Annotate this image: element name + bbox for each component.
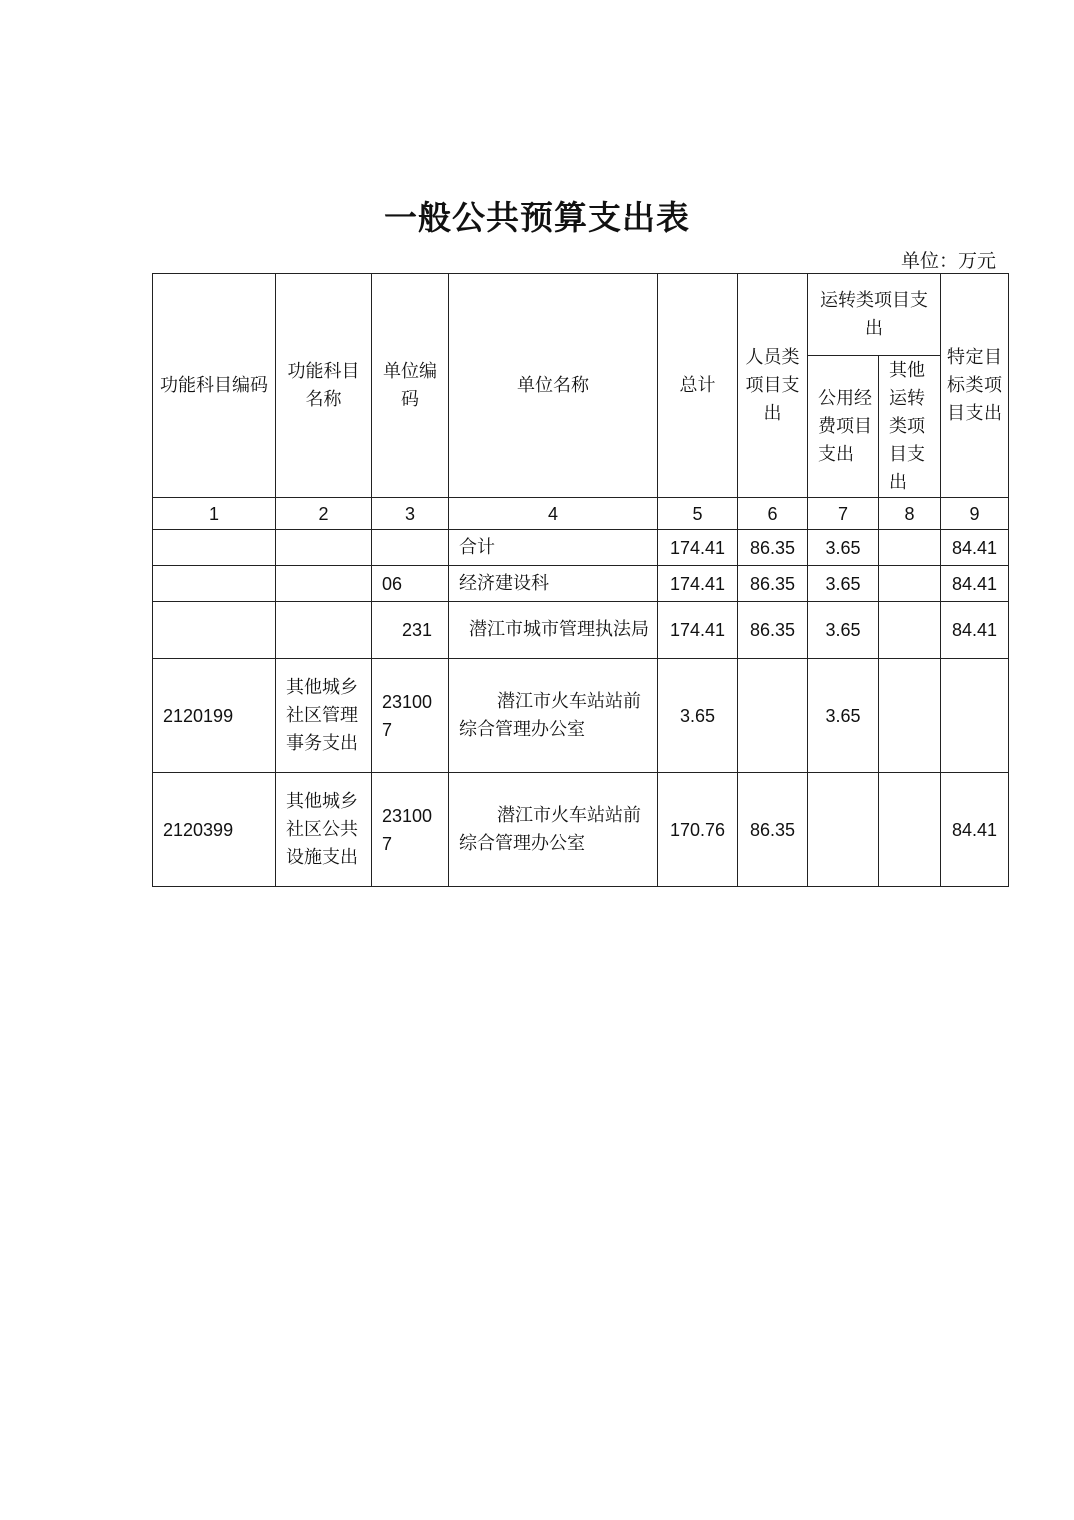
func-code-cell	[153, 566, 276, 602]
personnel-cell: 86.35	[738, 566, 808, 602]
header-specific: 特定目标类项目支出	[941, 274, 1009, 498]
col-number: 5	[658, 498, 738, 530]
func-code-cell	[153, 530, 276, 566]
other-operating-cell	[879, 773, 941, 887]
table-row	[153, 530, 1009, 566]
col-number: 8	[879, 498, 941, 530]
col-number: 4	[449, 498, 658, 530]
unit-code-cell: 231	[372, 602, 449, 659]
unit-name-cell: 潜江市火车站站前综合管理办公室	[449, 773, 658, 887]
header-func-name: 功能科目名称	[276, 274, 372, 498]
header-total: 总计	[658, 274, 738, 498]
unit-name-cell: 经济建设科	[449, 566, 658, 602]
header-unit-name: 单位名称	[449, 274, 658, 498]
personnel-cell: 86.35	[738, 530, 808, 566]
table-row	[153, 602, 1009, 659]
public-funds-cell: 3.65	[808, 659, 879, 773]
func-code-cell	[153, 602, 276, 659]
header-public-funds: 公用经费项目支出	[808, 356, 879, 498]
specific-cell	[941, 659, 1009, 773]
unit-code-cell: 231007	[372, 659, 449, 773]
other-operating-cell	[879, 530, 941, 566]
col-number: 6	[738, 498, 808, 530]
public-funds-cell: 3.65	[808, 566, 879, 602]
col-number: 3	[372, 498, 449, 530]
col-number: 9	[941, 498, 1009, 530]
unit-code-cell: 06	[372, 566, 449, 602]
table-row	[153, 566, 1009, 602]
unit-label: 单位：万元	[900, 250, 996, 272]
func-code-cell: 2120399	[153, 773, 276, 887]
func-name-cell	[276, 602, 372, 659]
specific-cell: 84.41	[941, 566, 1009, 602]
func-code-cell: 2120199	[153, 659, 276, 773]
unit-name-cell: 合计	[449, 530, 658, 566]
total-cell: 3.65	[658, 659, 738, 773]
total-cell: 174.41	[658, 602, 738, 659]
total-cell: 170.76	[658, 773, 738, 887]
specific-cell: 84.41	[941, 773, 1009, 887]
header-row-1	[153, 274, 1009, 356]
page-title: 一般公共预算支出表	[384, 198, 690, 237]
other-operating-cell	[879, 602, 941, 659]
other-operating-cell	[879, 659, 941, 773]
specific-cell: 84.41	[941, 530, 1009, 566]
public-funds-cell: 3.65	[808, 602, 879, 659]
header-operating: 运转类项目支出	[808, 274, 941, 356]
unit-name-cell: 潜江市城市管理执法局	[449, 602, 658, 659]
header-func-code: 功能科目编码	[153, 274, 276, 498]
header-other-operating: 其他运转类项目支出	[879, 356, 941, 498]
col-number: 1	[153, 498, 276, 530]
budget-table	[152, 273, 1009, 887]
header-unit-code: 单位编码	[372, 274, 449, 498]
func-name-cell	[276, 530, 372, 566]
func-name-cell: 其他城乡社区公共设施支出	[276, 773, 372, 887]
specific-cell: 84.41	[941, 602, 1009, 659]
func-name-cell	[276, 566, 372, 602]
col-number: 7	[808, 498, 879, 530]
unit-name-cell: 潜江市火车站站前综合管理办公室	[449, 659, 658, 773]
func-name-cell: 其他城乡社区管理事务支出	[276, 659, 372, 773]
column-number-row	[153, 498, 1009, 530]
public-funds-cell: 3.65	[808, 530, 879, 566]
table-row	[153, 773, 1009, 887]
personnel-cell: 86.35	[738, 773, 808, 887]
table-row	[153, 659, 1009, 773]
total-cell: 174.41	[658, 566, 738, 602]
unit-code-cell	[372, 530, 449, 566]
total-cell: 174.41	[658, 530, 738, 566]
personnel-cell	[738, 659, 808, 773]
unit-code-cell: 231007	[372, 773, 449, 887]
col-number: 2	[276, 498, 372, 530]
other-operating-cell	[879, 566, 941, 602]
public-funds-cell	[808, 773, 879, 887]
header-personnel: 人员类项目支出	[738, 274, 808, 498]
personnel-cell: 86.35	[738, 602, 808, 659]
